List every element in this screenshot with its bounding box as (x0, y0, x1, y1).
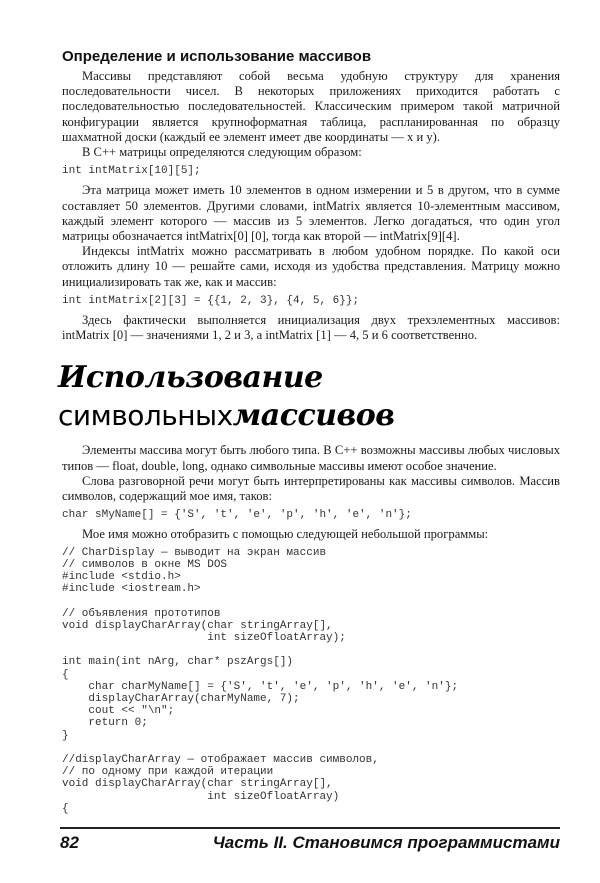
paragraph: Эта матрица может иметь 10 элементов в одном измерении и 5 в другом, что в сумме составляет 50 элементов. Другими словами, intMatrix является 10-элементным массивом, каждый элемент которого — массив из 5 элементов. Легко догадаться, что один угол матрицы обозначается intMatrix[0] [0], тогда как второй — intMatrix[9][4]. (62, 183, 560, 244)
code-line (62, 742, 560, 754)
code-line (62, 644, 560, 656)
code-line: cout << "\n"; (62, 705, 175, 718)
heading-part: массивов (232, 398, 395, 434)
paragraph: В C++ матрицы определяются следующим образом: (82, 145, 362, 160)
paragraph: Массивы представляют собой весьма удобную структуру для хранения последовательности чисел. В некоторых приложениях приходится работать с последовательностью последовательностей. Классическим примером такой матричной конфигурации является крупноформатная таблица, распланированная по образцу шахматной доски (каждый ее элемент имеет две координаты — x и y). (62, 69, 560, 144)
page-number: 82 (60, 833, 79, 853)
code-line: // CharDisplay — выводит на экран массив (62, 546, 327, 559)
code-line: void displayCharArray(char stringArray[], (62, 619, 333, 632)
code-line (62, 595, 560, 607)
code-line: void displayCharArray(char stringArray[], (62, 778, 333, 791)
code-line: //displayCharArray — отображает массив символов, (62, 754, 379, 767)
code-line: #include <iostream.h> (62, 583, 201, 596)
paragraph: Индексы intMatrix можно рассматривать в любом удобном порядке. По какой оси отложить длину 10 — решайте сами, исходя из удобства представления. Матрицу можно инициализировать так же, как и массив: (62, 244, 560, 289)
paragraph: Слова разговорной речи могут быть интерпретированы как массивы символов. Массив символов, содержащий мое имя, таков: (62, 473, 560, 504)
code-line: int intMatrix[2][3] = {{1, 2, 3}, {4, 5, 6}}; (62, 294, 360, 307)
code-line: char sMyName[] = {'S', 't', 'e', 'p', 'h', 'e', 'n'}; (62, 509, 412, 522)
code-line: char charMyName[] = {'S', 't', 'e', 'p', 'h', 'e', 'n'}; (62, 680, 459, 693)
footer-block (60, 819, 560, 853)
page-footer (60, 832, 560, 853)
part-title: Часть II. Становимся программистами (212, 833, 560, 853)
footer-divider (60, 827, 560, 829)
code-line: return 0; (62, 717, 148, 730)
code-line: int sizeOfloatArray) (62, 790, 340, 803)
code-line: int main(int nArg, char* pszArgs[]) (62, 656, 294, 669)
code-line: } (62, 729, 69, 742)
code-line: #include <stdio.h> (62, 571, 181, 584)
paragraph: Элементы массива могут быть любого типа. В C++ возможны массивы любых числовых типов — float, double, long, однако символьные массивы имеют особое значение. (62, 443, 560, 473)
chapter-heading (58, 359, 560, 435)
code-line: { (62, 668, 69, 681)
code-line: int sizeOfloatArray); (62, 632, 346, 645)
paragraph: Здесь фактически выполняется инициализация двух трехэлементных массивов: intMatrix [0] — значениями 1, 2 и 3, а intMatrix [1] — 4, 5 и 6 соответственно. (62, 313, 560, 343)
code-line: int intMatrix[10][5]; (62, 165, 201, 178)
paragraph: Мое имя можно отобразить с помощью следующей небольшой программы: (82, 527, 489, 542)
code-line: displayCharArray(charMyName, 7); (62, 693, 300, 706)
heading-part: символьных (58, 399, 233, 433)
page-body (58, 48, 560, 819)
heading-part: Использование (58, 360, 323, 396)
code-line: // символов в окне MS DOS (62, 558, 228, 571)
code-listing (62, 547, 560, 815)
code-line: { (62, 802, 69, 815)
code-line: // объявления прототипов (62, 607, 221, 620)
code-line: // по одному при каждой итерации (62, 766, 274, 779)
section-heading: Определение и использование массивов (62, 48, 372, 65)
